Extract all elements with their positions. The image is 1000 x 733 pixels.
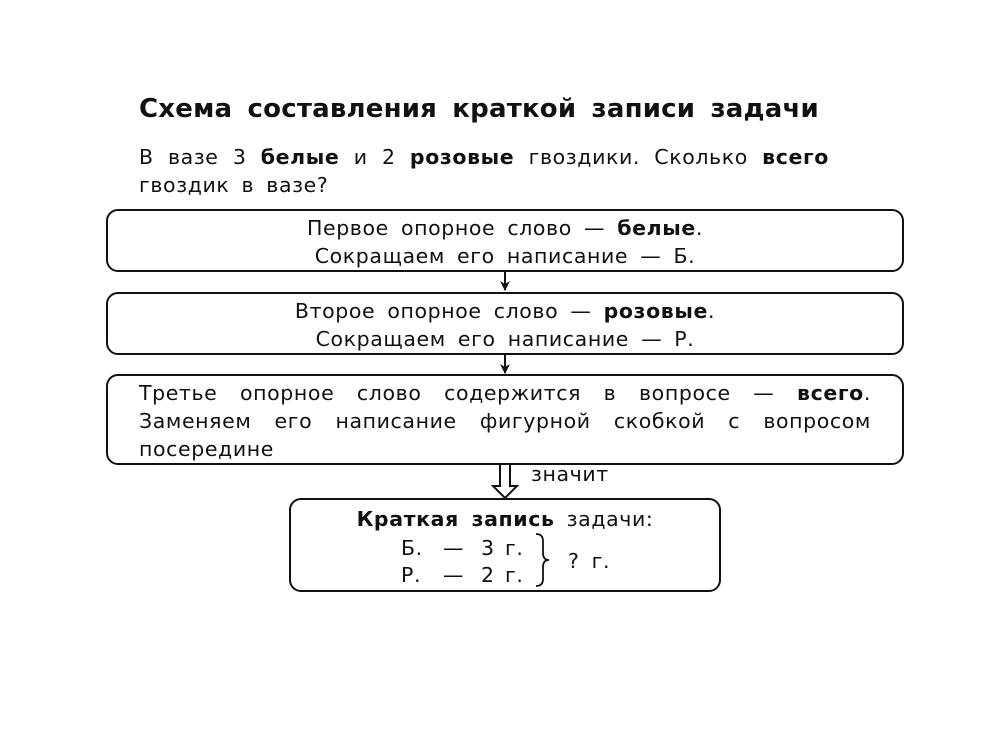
step-box-third-keyword — [106, 374, 904, 465]
step-text-end: . — [863, 381, 871, 405]
result-heading — [291, 505, 719, 533]
result-heading-text: задачи: — [554, 507, 654, 531]
step-line — [108, 297, 902, 325]
double-arrow-down-icon — [491, 464, 519, 499]
problem-part: В вазе 3 — [139, 145, 261, 169]
step-text: Второе опорное слово — — [294, 299, 604, 323]
step-line: посередине — [139, 437, 274, 461]
record-number: 3 — [481, 536, 495, 560]
keyword-pink: розовые — [409, 145, 515, 169]
question-answer: ? г. — [568, 549, 611, 573]
step-line: Сокращаем его написание — Р. — [315, 327, 695, 351]
diagram-title: Схема составления краткой записи задачи — [139, 94, 819, 124]
step-line — [108, 214, 902, 242]
problem-line-2: гвоздик в вазе? — [139, 173, 329, 197]
step-box-second-keyword — [106, 292, 904, 355]
result-box-short-record — [289, 498, 721, 592]
step-keyword: всего — [797, 381, 864, 405]
record-dash: — — [443, 536, 465, 560]
step-text: Первое опорное слово — — [306, 216, 618, 240]
connector-label: значит — [531, 462, 609, 486]
step-keyword: розовые — [603, 299, 708, 323]
result-heading-bold: Краткая запись — [356, 507, 555, 531]
curly-brace-icon — [534, 533, 550, 587]
step-text: Третье опорное слово содержится в вопросе — — [139, 381, 798, 405]
problem-part: и 2 — [339, 145, 410, 169]
step-line: Сокращаем его написание — Б. — [314, 244, 696, 268]
record-letter: Р. — [401, 563, 422, 587]
keyword-white: белые — [260, 145, 340, 169]
step-text-end: . — [707, 299, 716, 323]
problem-text — [139, 143, 829, 199]
arrow-down-icon — [497, 355, 513, 375]
problem-line-1 — [139, 143, 829, 171]
record-unit: г. — [505, 563, 524, 587]
keyword-total: всего — [762, 145, 829, 169]
problem-part: гвоздики. Сколько — [514, 145, 763, 169]
record-number: 2 — [481, 563, 495, 587]
step-line — [139, 379, 871, 407]
record-dash: — — [443, 563, 465, 587]
step-box-first-keyword — [106, 209, 904, 272]
step-text-end: . — [695, 216, 704, 240]
record-unit: г. — [505, 536, 524, 560]
step-keyword: белые — [617, 216, 696, 240]
arrow-down-icon — [497, 272, 513, 292]
record-letter: Б. — [401, 536, 423, 560]
step-line: Заменяем его написание фигурной скобкой с вопросом — [139, 409, 871, 433]
